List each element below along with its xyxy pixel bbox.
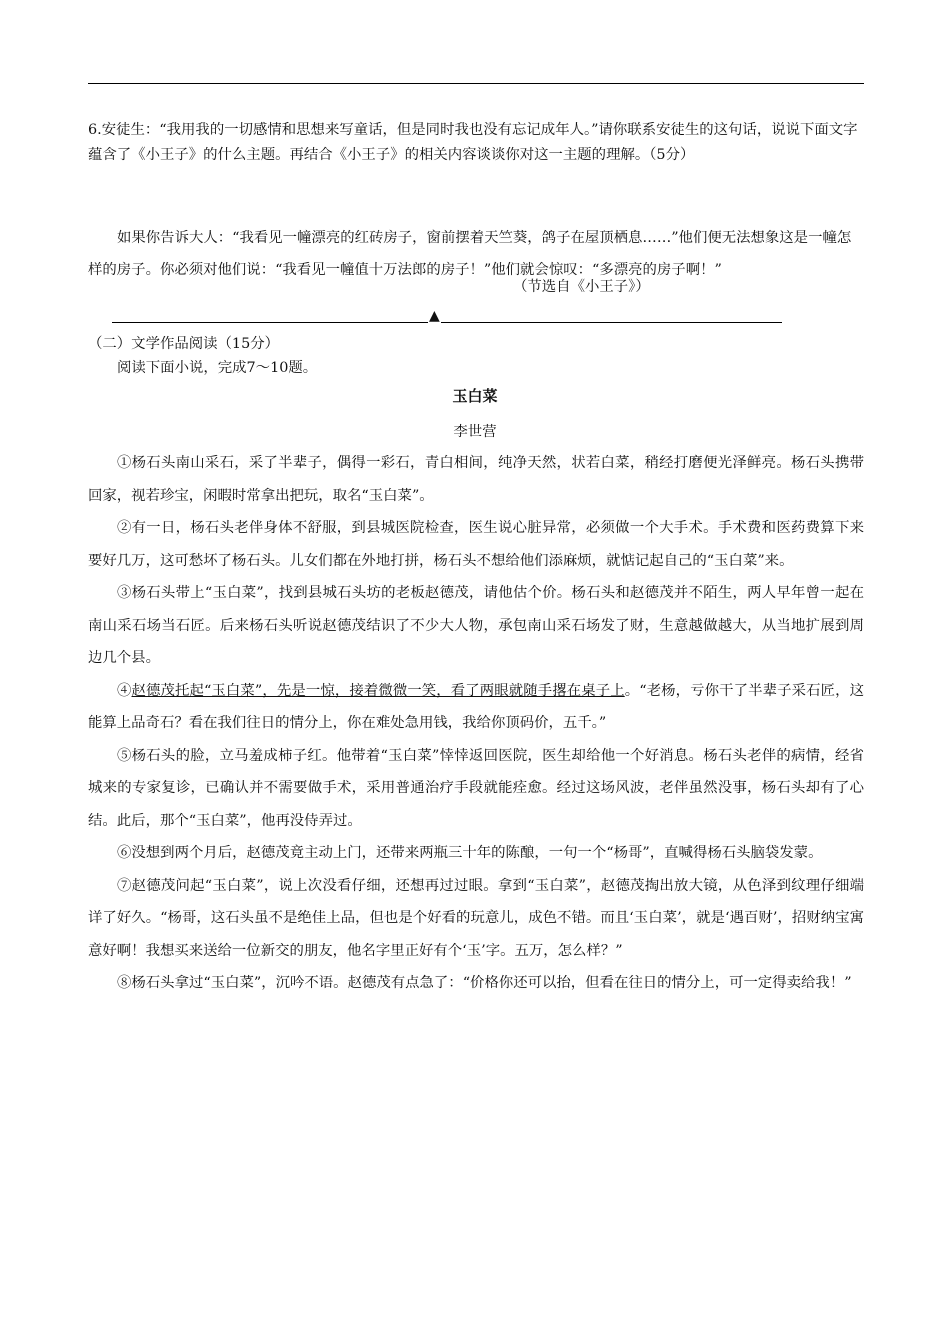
triangle-icon: ▲ (429, 308, 440, 324)
separator-line (112, 322, 782, 323)
paragraph-4-rest: 。“老杨，亏你干了半辈子采石匠，这能算上品奇石？看在我们往日的情分上，你在难处急用钱，我给你顶码价，五千。” (88, 682, 864, 731)
underlined-sentence: 赵德茂托起“玉白菜”，先是一惊，接着微微一笑，看了两眼就随手撂在桌子上 (131, 682, 625, 699)
paragraph-2: ②有一日，杨石头老伴身体不舒服，到县城医院检查，医生说心脏异常，必须做一个大手术。手术费和医药费算下来要好几万，这可愁坏了杨石头。儿女们都在外地打拼，杨石头不想给他们添麻烦，就惦记起自己的“玉白菜”来。 (88, 520, 864, 569)
paragraph-4 (88, 675, 864, 740)
paragraph-3: ③杨石头带上“玉白菜”，找到县城石头坊的老板赵德茂，请他估个价。杨石头和赵德茂并不陌生，两人早年曾一起在南山采石场当石匠。后来杨石头听说赵德茂结识了不少大人物，承包南山采石场发了财，生意越做越大，从当地扩展到周边几个县。 (88, 585, 864, 666)
paragraph-8: ⑧杨石头拿过“玉白菜”，沉吟不语。赵德茂有点急了：“价格你还可以抬，但看在往日的情分上，可一定得卖给我！” (117, 975, 852, 991)
quote-source: （节选自《小王子》） (513, 279, 650, 295)
section-heading: （二）文学作品阅读（15分） (88, 336, 279, 352)
question-6: 6.安徒生：“我用我的一切感情和思想来写童话，但是同时我也没有忘记成年人。”请你联系安徒生的这句话，说说下面文字蕴含了《小王子》的什么主题。再结合《小王子》的相关内容谈谈你对这一主题的理解。（5分） (88, 122, 858, 163)
paragraph-5: ⑤杨石头的脸，立马羞成柿子红。他带着“玉白菜”悻悻返回医院，医生却给他一个好消息。杨石头老伴的病情，经省城来的专家复诊，已确认并不需要做手术，采用普通治疗手段就能痊愈。经过这场风波，老伴虽然没事，杨石头却有了心结。此后，那个“玉白菜”，他再没侍弄过。 (88, 747, 864, 829)
header-rule (88, 83, 864, 84)
story-title: 玉白菜 (452, 387, 498, 405)
section-instruction: 阅读下面小说，完成7～10题。 (117, 360, 318, 376)
paragraph-1: ①杨石头南山采石，采了半辈子，偶得一彩石，青白相间，纯净天然，状若白菜，稍经打磨便光泽鲜亮。杨石头携带回家，视若珍宝，闲暇时常拿出把玩，取名“玉白菜”。 (88, 455, 864, 504)
story-body (88, 447, 864, 1000)
story-author: 李世营 (453, 424, 497, 440)
paragraph-7: ⑦赵德茂问起“玉白菜”，说上次没看仔细，还想再过过眼。拿到“玉白菜”，赵德茂掏出放大镜，从色泽到纹理仔细端详了好久。“杨哥，这石头虽不是绝佳上品，但也是个好看的玩意儿，成色不错。而且‘玉白菜’，就是‘遇百财’，招财纳宝寓意好啊！我想买来送给一位新交的朋友，他名字里正好有个‘玉’字。五万，怎么样？” (88, 877, 864, 959)
paragraph-6: ⑥没想到两个月后，赵德茂竟主动上门，还带来两瓶三十年的陈酿，一句一个“杨哥”，直喊得杨石头脑袋发蒙。 (117, 845, 823, 861)
paragraph-4-number: ④ (117, 682, 132, 699)
question-6-quote (88, 222, 864, 286)
quote-text: 如果你告诉大人：“我看见一幢漂亮的红砖房子，窗前摆着天竺葵，鸽子在屋顶栖息……”他们便无法想象这是一幢怎样的房子。你必须对他们说：“我看见一幢值十万法郎的房子！”他们就会惊叹：“多漂亮的房子啊！” (88, 230, 852, 278)
